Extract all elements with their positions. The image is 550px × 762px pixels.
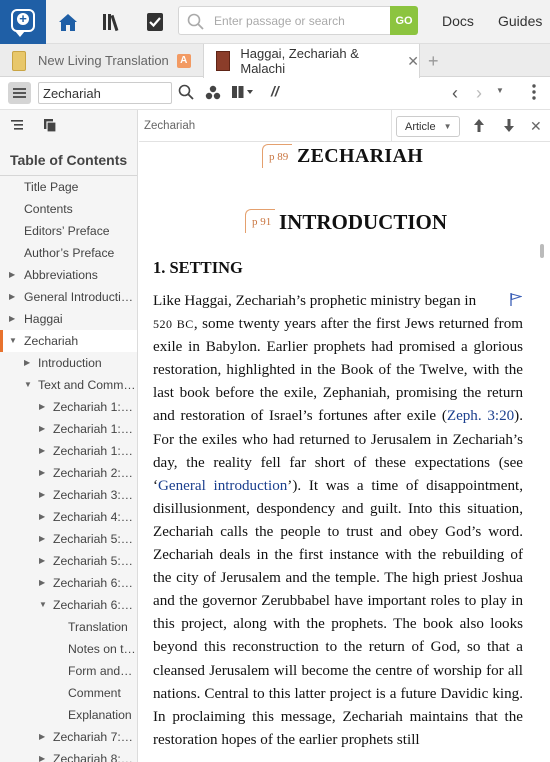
close-icon[interactable]: ✕ bbox=[530, 118, 542, 134]
expand-arrow-icon: ▶ bbox=[9, 314, 16, 323]
toc-title: Table of Contents bbox=[10, 152, 128, 168]
page-number-marker: p 91 bbox=[245, 209, 275, 233]
expand-arrow-icon: ▶ bbox=[39, 424, 46, 433]
toc-item[interactable]: ▶ Zechariah 1:… bbox=[0, 396, 138, 418]
more-options-icon[interactable] bbox=[532, 84, 536, 103]
expand-arrow-icon: ▶ bbox=[9, 292, 16, 301]
reference-input[interactable] bbox=[38, 82, 172, 104]
toc-item[interactable]: ▶ Zechariah 4:… bbox=[0, 506, 138, 528]
panel-menu-button[interactable] bbox=[8, 82, 31, 104]
copy-icon[interactable] bbox=[43, 118, 58, 138]
divider bbox=[391, 110, 392, 142]
forward-arrow-icon[interactable]: › bbox=[476, 83, 482, 103]
content-header bbox=[139, 110, 550, 142]
toc-item[interactable]: ▶ Zechariah 8:… bbox=[0, 748, 138, 762]
toc-item[interactable]: ▶ Zechariah 5:… bbox=[0, 550, 138, 572]
collapse-arrow-icon: ▼ bbox=[39, 600, 47, 609]
scrollbar-thumb[interactable] bbox=[540, 244, 544, 258]
toc-item[interactable]: Explanation bbox=[68, 708, 132, 722]
toc-item[interactable]: Form and… bbox=[68, 664, 133, 678]
collapse-arrow-icon: ▼ bbox=[9, 336, 17, 345]
link-set-badge[interactable]: A bbox=[177, 54, 191, 68]
toc-item[interactable]: ▶ Zechariah 1:… bbox=[0, 418, 138, 440]
scripture-link[interactable]: Zeph. 3:20 bbox=[446, 408, 515, 425]
toc-item[interactable]: ▶ Abbreviations bbox=[0, 264, 138, 286]
search-input[interactable] bbox=[214, 10, 384, 32]
toc-item[interactable]: Author’s Preface bbox=[24, 246, 115, 260]
expand-arrow-icon: ▶ bbox=[39, 732, 46, 741]
add-tab-icon[interactable]: + bbox=[428, 51, 439, 71]
expand-arrow-icon: ▶ bbox=[39, 402, 46, 411]
toc-item[interactable]: Title Page bbox=[24, 180, 79, 194]
history-dropdown-icon[interactable]: ▼ bbox=[496, 86, 504, 95]
book-cover-icon bbox=[12, 51, 26, 71]
toc-item[interactable]: Contents bbox=[24, 202, 73, 216]
toc-item[interactable]: ▶ General Introducti… bbox=[0, 286, 138, 308]
home-icon[interactable] bbox=[54, 8, 82, 36]
interlinear-icon[interactable]: // bbox=[271, 83, 279, 99]
expand-arrow-icon: ▶ bbox=[39, 534, 46, 543]
expand-arrow-icon: ▶ bbox=[39, 578, 46, 587]
tab-new-living-translation[interactable] bbox=[12, 44, 202, 77]
resource-toolbar bbox=[0, 78, 550, 110]
expand-arrow-icon: ▶ bbox=[9, 270, 16, 279]
library-icon[interactable] bbox=[98, 8, 126, 36]
article-content bbox=[139, 142, 541, 762]
back-arrow-icon[interactable]: ‹ bbox=[452, 83, 458, 103]
expand-arrow-icon: ▶ bbox=[39, 512, 46, 521]
chapter-heading: ZECHARIAH bbox=[297, 145, 424, 167]
chevron-down-icon: ▼ bbox=[443, 122, 452, 131]
expand-arrow-icon: ▶ bbox=[39, 446, 46, 455]
search-field[interactable] bbox=[178, 6, 390, 35]
book-cover-icon bbox=[216, 51, 230, 71]
toc-item[interactable]: ▶ Introduction bbox=[0, 352, 138, 374]
view-select[interactable]: Article ▼ bbox=[396, 116, 460, 137]
toc-list bbox=[0, 176, 138, 762]
tab-label: New Living Translation bbox=[38, 53, 169, 68]
expand-arrow-icon: ▶ bbox=[39, 556, 46, 565]
toc-item[interactable]: Translation bbox=[68, 620, 128, 634]
collapse-arrow-icon: ▼ bbox=[24, 380, 32, 389]
tab-haggai-zechariah-malachi[interactable] bbox=[203, 44, 420, 78]
breadcrumb[interactable]: Zechariah bbox=[144, 120, 196, 132]
page-number-marker: p 89 bbox=[262, 144, 292, 168]
subsection-heading: 1. SETTING bbox=[153, 258, 243, 277]
toc-item[interactable]: Comment bbox=[68, 686, 121, 700]
toc-item[interactable]: ▶ Zechariah 3:… bbox=[0, 484, 138, 506]
cross-reference-link[interactable]: General introduction bbox=[158, 477, 288, 494]
expand-arrow-icon: ▶ bbox=[39, 468, 46, 477]
toc-item[interactable]: Notes on t… bbox=[68, 642, 136, 656]
expand-arrow-icon: ▶ bbox=[39, 490, 46, 499]
arrow-down-icon[interactable] bbox=[503, 118, 515, 138]
parallel-resources-icon[interactable] bbox=[231, 85, 253, 102]
search-icon bbox=[187, 13, 204, 35]
toc-item[interactable]: ▶ Haggai bbox=[0, 308, 138, 330]
docs-link[interactable]: Docs bbox=[442, 13, 474, 29]
toc-item[interactable]: ▶ Zechariah 5:… bbox=[0, 528, 138, 550]
section-heading: INTRODUCTION bbox=[279, 210, 448, 234]
toc-item[interactable]: ▶ Zechariah 7:… bbox=[0, 726, 138, 748]
close-icon[interactable]: ✕ bbox=[407, 52, 419, 69]
toc-item[interactable]: ▼ Text and Comm… bbox=[0, 374, 138, 396]
toc-item-current[interactable]: ▼ Zechariah bbox=[0, 330, 138, 352]
arrow-up-icon[interactable] bbox=[473, 118, 485, 138]
toc-item[interactable]: ▶ Zechariah 1:… bbox=[0, 440, 138, 462]
top-bar bbox=[0, 0, 550, 44]
toc-list-icon[interactable] bbox=[11, 119, 25, 137]
documents-icon[interactable] bbox=[141, 8, 169, 36]
logos-logo-icon[interactable]: + bbox=[0, 0, 46, 44]
toc-item[interactable]: ▶ Zechariah 2:… bbox=[0, 462, 138, 484]
table-of-contents-panel bbox=[0, 110, 138, 762]
body-paragraph: Like Haggai, Zechariah’s prophetic ministry began in 520 BC, some twenty years after the first Jews returned from exile in Babylon. Earlier prophets had promised a glorious restoration, highlighted in the Book of the Twelve, with the last book before the exile, Zephaniah, promising the return and restoration of Israel’s fortunes after exile (Zeph. 3:20). For the exiles who had returned to Jerusalem in Zechariah’s day, the reality fell far short of these expectations (see ‘General introduction’). It was a time of disappointment, disillusionment, despondency and guilt. Into this situation, Zechariah calls the people to trust and obey God’s word. Zechariah deals in the first instance with the rebuilding of the city of Jerusalem and the temple. The high priest Joshua and the governor Zerubbabel have important roles to play in this project, along with the prophets. The book also looks beyond this reconstruction to the return of God, so that a cleansed Jerusalem will become the centre of worship for all nations. Central to this latter project is a future Davidic king. In proclaiming this message, Zechariah maintains that the restoration hopes of the earlier prophets still bbox=[153, 293, 523, 748]
visual-filters-icon[interactable] bbox=[205, 85, 221, 103]
toc-item[interactable]: Editors’ Preface bbox=[24, 224, 110, 238]
toc-item[interactable]: ▶ Zechariah 6:… bbox=[0, 572, 138, 594]
guides-link[interactable]: Guides bbox=[498, 13, 543, 29]
expand-arrow-icon: ▶ bbox=[24, 358, 31, 367]
search-icon[interactable] bbox=[178, 84, 194, 103]
tab-strip bbox=[0, 44, 550, 77]
sidebar-tools bbox=[0, 110, 137, 142]
expand-arrow-icon: ▶ bbox=[39, 754, 46, 762]
go-button[interactable]: GO bbox=[390, 6, 418, 35]
toc-item[interactable]: ▼ Zechariah 6:… bbox=[0, 594, 138, 616]
tab-label: Haggai, Zechariah & Malachi bbox=[240, 46, 359, 76]
